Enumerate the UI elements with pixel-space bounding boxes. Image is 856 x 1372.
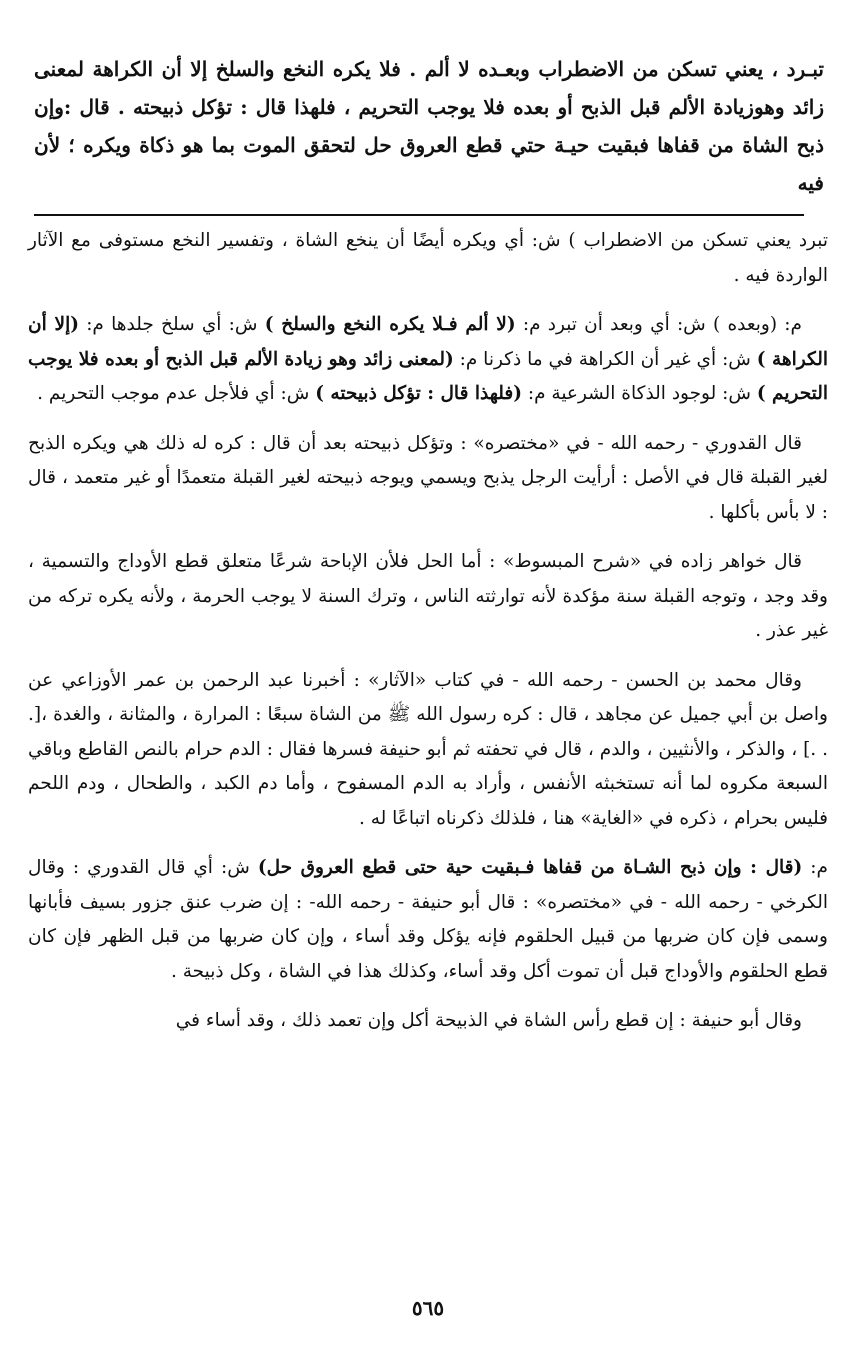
matn-quote: (لمعنى زائد وهو زيادة الألم قبل الذبح أو بعده فلا يوجب التحريم ) — [28, 348, 828, 404]
commentary-text: ش: أي فلأجل عدم موجب التحريم . — [37, 383, 316, 404]
commentary-text: م: (وبعده ) ش: أي وبعد أن تبرد م: — [515, 314, 802, 335]
commentary-paragraph-6 — [28, 851, 828, 989]
commentary-paragraph-2 — [28, 308, 828, 412]
matn-quote: (لا ألم فـلا يكره النخع والسلخ ) — [264, 314, 516, 335]
commentary-text: م: — [802, 857, 828, 878]
commentary-paragraph-5: وقال محمد بن الحسن - رحمه الله - في كتاب «الآثار» : أخبرنا عبد الرحمن بن عمر الأوزاعي عن واصل بن أبي جميل عن مجاهد ، قال : كره رسول الله ﷺ من الشاة سبعًا : المرارة ، والمثانة ، والغدة ،[. . .] ، والذكر ، والأنثيين ، والدم ، قال في تحفته ثم أبو حنيفة فسرها فقال : الدم حرام بالنص القاطع وباقي السبعة مكروه لما أنه تستخبثه الأنفس ، وأراد به الدم المسفوح ، وأما دم الكبد ، والطحال ، ودم اللحم فليس بحرام ، ذكره في «الغاية» هنا ، فلذلك ذكرناه اتباعًا له . — [28, 669, 828, 829]
commentary-paragraph-4: قال خواهر زاده في «شرح المبسوط» : أما الحل فلأن الإباحة شرعًا متعلق قطع الأوداج والتسمية ، وقد وجد ، وتوجه القبلة سنة مؤكدة لأنه توارثته الناس ، وترك السنة لا يوجب الحرمة ، ولأنه يكره تركه من غير عذر . — [28, 551, 828, 641]
main-text-paragraph: تبـرد ، يعني تسكن من الاضطراب وبعـده لا ألم . فلا يكره النخع والسلخ إلا أن الكراهة لمعنى زائد وهوزيادة الألم قبل الذبح أو بعده فلا يوجب التحريم ، فلهذا قال : تؤكل ذبيحته . قال :وإن ذبح الشاة من قفاها فبقيت حيـة حتي قطع العروق حل لتحقق الموت بما هو ذكاة ويكره ؛ لأن فيه — [34, 57, 824, 195]
footnote-separator-line — [34, 214, 804, 216]
commentary-paragraph-1: تبرد يعني تسكن من الاضطراب ) ش: أي ويكره أيضًا أن ينخع الشاة ، وتفسير النخع مستوفى مع الآثار الواردة فيه . — [28, 230, 828, 286]
commentary-text: ش: لوجود الذكاة الشرعية م: — [521, 383, 757, 404]
commentary-text: ش: أي سلخ جلدها م: — [78, 314, 265, 335]
matn-quote: (فلهذا قال : تؤكل ذبيحته ) — [315, 383, 522, 404]
commentary-text: ش: أي قال القدوري : وقال الكرخي - رحمه الله - في «مختصره» : قال أبو حنيفة - رحمه الله- : إن ضرب عنق جزور بسيف فأبانها وسمى فإن كان ضربها من قبيل الحلقوم فإنه يؤكل وقد أساء ، وإن كان ضربها من قبل الظهر فإن كان قطع الحلقوم والأوداج قبل أن تموت أكل وقد أساء، وكذلك هذا في الشاة ، وكل ذبيحة . — [28, 857, 828, 982]
commentary-block — [28, 224, 828, 1054]
matn-quote: (قال : وإن ذبح الشـاة من قفاها فـبقيت حية حتى قطع العروق حل) — [257, 857, 803, 878]
page-number: ٥٦٥ — [411, 1296, 445, 1320]
main-text-block — [34, 50, 824, 202]
commentary-paragraph-7: وقال أبو حنيفة : إن قطع رأس الشاة في الذبيحة أكل وإن تعمد ذلك ، وقد أساء في — [175, 1010, 802, 1031]
matn-quote: (إلا أن الكراهة ) — [28, 314, 828, 370]
commentary-text: ش: أي غير أن الكراهة في ما ذكرنا م: — [453, 348, 757, 370]
commentary-paragraph-3: قال القدوري - رحمه الله - في «مختصره» : وتؤكل ذبيحته بعد أن قال : كره له ذلك هي ويكره الذبح لغير القبلة قال في الأصل : أرأيت الرجل يذبح ويسمي ويوجه ذبيحته لغير القبلة متعمدًا أو غير متعمد ، قال : لا بأس بأكلها . — [28, 432, 828, 523]
